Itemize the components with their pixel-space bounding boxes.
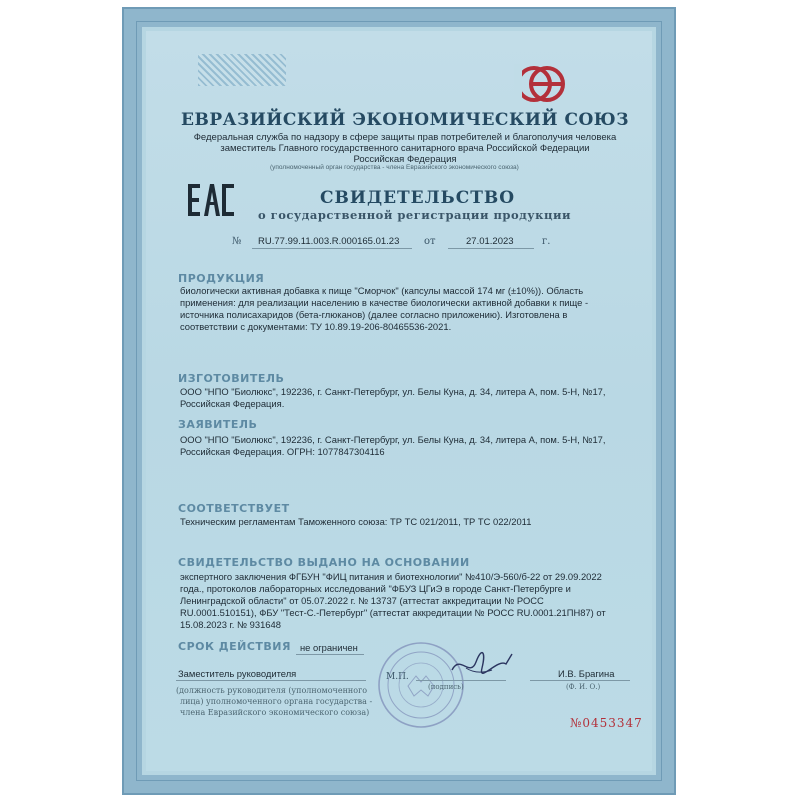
applicant-heading: ЗАЯВИТЕЛЬ: [178, 418, 258, 431]
name-underline: [530, 680, 630, 681]
product-line-1: биологически активная добавка к пище "Сморчок" (капсулы массой 174 мг (±10%)). Область: [180, 285, 584, 296]
manufacturer-heading: ИЗГОТОВИТЕЛЬ: [178, 372, 285, 385]
agency-note: (уполномоченный орган государства - члена Евразийского экономического союза): [270, 164, 519, 171]
number-underline: [252, 248, 412, 249]
applicant-line-2: Российская Федерация. ОГРН: 1077847304116: [180, 446, 385, 457]
position-caption-1: (должность руководителя (уполномоченного: [176, 686, 368, 695]
product-line-3: источника полисахаридов (бета-глюканов) (далее согласно приложению). Изготовлена в: [180, 309, 568, 320]
basis-line-3: Ленинградской области" от 05.07.2022 г. № 13737 (аттестат аккредитации № РОСС: [180, 595, 544, 606]
basis-heading: СВИДЕТЕЛЬСТВО ВЫДАНО НА ОСНОВАНИИ: [178, 556, 470, 569]
union-title: ЕВРАЗИЙСКИЙ ЭКОНОМИЧЕСКИЙ СОЮЗ: [181, 110, 629, 130]
position-caption-3: члена Евразийского экономического союза): [180, 708, 370, 717]
agency-line-2: заместитель Главного государственного санитарного врача Российской Федерации: [220, 143, 590, 154]
signature-underline: [416, 680, 506, 681]
eurasian-union-logo-icon: [514, 64, 566, 104]
serial-value: 0453347: [582, 716, 643, 730]
eac-mark-icon: [186, 182, 236, 218]
validity-heading: СРОК ДЕЙСТВИЯ: [178, 640, 291, 653]
basis-line-5: 15.08.2023 г. № 931648: [180, 619, 281, 630]
agency-line-1: Федеральная служба по надзору в сфере защиты прав потребителей и благополучия человека: [193, 132, 617, 143]
mp-label: М.П.: [386, 672, 409, 682]
date-label: от: [424, 236, 436, 247]
product-line-4: соответствии с документами: ТУ 10.89.19-206-80465536-2021.: [180, 321, 452, 332]
serial-label: №: [570, 716, 583, 730]
signer-name: И.В. Брагина: [558, 668, 615, 679]
agency-line-3: Российская Федерация: [353, 154, 457, 165]
basis-line-4: RU.0001.510151), ФБУ "Тест-С.-Петербург" (аттестат аккредитации № РОСС RU.0001.21ПН87) от: [180, 607, 606, 618]
product-heading: ПРОДУКЦИЯ: [178, 272, 265, 285]
manufacturer-line-2: Российская Федерация.: [180, 398, 285, 409]
date-underline: [448, 248, 534, 249]
position-underline: [176, 680, 366, 681]
signature-icon: [446, 648, 514, 682]
manufacturer-line-1: ООО "НПО "Биолюкс", 192236, г. Санкт-Петербург, ул. Белы Куна, д. 34, литера А, пом. 5-Н, №17,: [180, 386, 606, 397]
basis-line-1: экспертного заключения ФГБУН "ФИЦ питания и биотехнологии" №410/Э-560/б-22 от 29.09.2022: [180, 571, 602, 582]
product-line-2: применения: для реализации населению в качестве биологически активной добавки к пище -: [180, 297, 589, 308]
conformity-heading: СООТВЕТСТВУЕТ: [178, 502, 290, 515]
basis-line-2: года., протоколов лабораторных исследований "ФБУЗ ЦГиЭ в городе Санкт-Петербурге и: [180, 583, 571, 594]
fio-caption: (Ф. И. О.): [566, 683, 601, 691]
serial-number: [570, 716, 643, 730]
signature-caption: (подпись): [428, 683, 464, 691]
security-pattern: [198, 54, 286, 86]
validity-underline: [296, 654, 364, 655]
certificate-subtitle: о государственной регистрации продукции: [258, 208, 572, 222]
year-suffix: г.: [542, 236, 551, 247]
applicant-line-1: ООО "НПО "Биолюкс", 192236, г. Санкт-Петербург, ул. Белы Куна, д. 34, литера А, пом. 5-Н, №17,: [180, 434, 606, 445]
number-label: №: [232, 236, 242, 247]
certificate-title: СВИДЕТЕЛЬСТВО: [320, 188, 516, 208]
certificate-date: 27.01.2023: [466, 236, 514, 247]
certificate-number: RU.77.99.11.003.R.000165.01.23: [258, 236, 400, 247]
position-caption-2: лица) уполномоченного органа государства -: [180, 697, 373, 706]
signer-position: Заместитель руководителя: [178, 668, 297, 679]
conformity-line-1: Техническим регламентам Таможенного союза: ТР ТС 021/2011, ТР ТС 022/2011: [180, 516, 532, 527]
validity-value: не ограничен: [300, 642, 358, 653]
